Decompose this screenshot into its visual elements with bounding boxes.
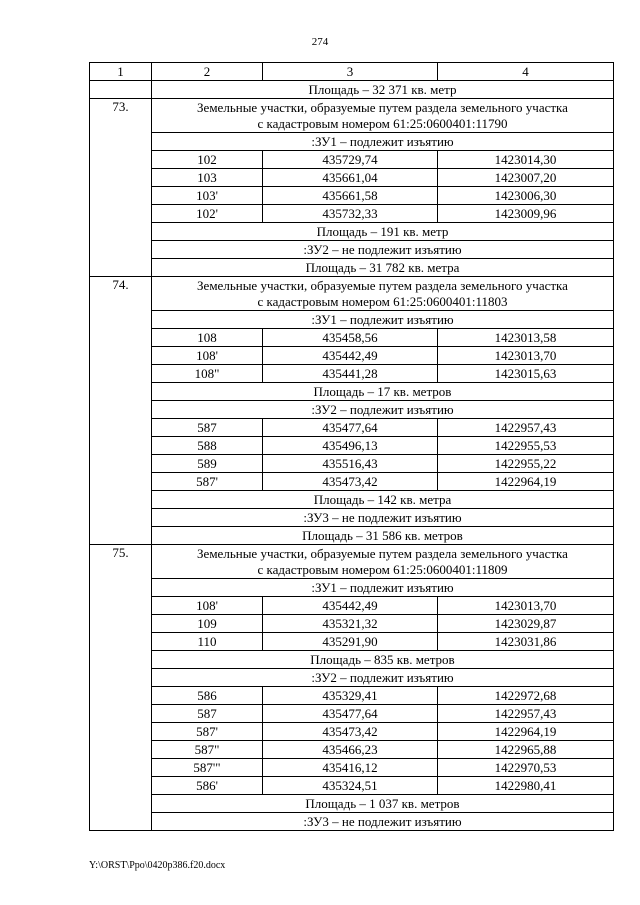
section-number: 73. [90,99,152,277]
coordinate-row [90,777,614,795]
point-id: 587' [152,723,263,741]
label-row [90,669,614,687]
label-row [90,509,614,527]
row-label: :ЗУ2 – подлежит изъятию [152,401,614,419]
label-row [90,133,614,151]
point-id: 587' [152,473,263,491]
coordinate-row [90,329,614,347]
section-description [152,99,614,133]
description-line: Земельные участки, образуемые путем раздела земельного участка [197,277,568,293]
label-row [90,527,614,545]
label-row [90,813,614,831]
coordinate-row [90,705,614,723]
coordinate-x: 435732,33 [263,205,438,223]
coordinate-x: 435441,28 [263,365,438,383]
page-number: 274 [311,36,329,48]
coordinate-x: 435477,64 [263,419,438,437]
coordinate-y: 1423029,87 [438,615,614,633]
coordinate-y: 1422970,53 [438,759,614,777]
section-description-row [90,277,614,311]
coordinate-x: 435516,43 [263,455,438,473]
coordinate-y: 1423015,63 [438,365,614,383]
coordinate-y: 1422980,41 [438,777,614,795]
header-row [90,63,614,81]
coordinate-y: 1423007,20 [438,169,614,187]
coordinate-y: 1422972,68 [438,687,614,705]
label-row [90,241,614,259]
coordinate-y: 1422955,22 [438,455,614,473]
header-cell: 2 [152,63,263,81]
point-id: 109 [152,615,263,633]
coordinate-y: 1422957,43 [438,419,614,437]
label-row [90,795,614,813]
row-label: :ЗУ3 – не подлежит изъятию [152,509,614,527]
section-number: 74. [90,277,152,545]
coordinate-x: 435473,42 [263,473,438,491]
area-label: Площадь – 32 371 кв. метр [152,81,614,99]
coordinate-row [90,365,614,383]
row-label: :ЗУ1 – подлежит изъятию [152,133,614,151]
coordinate-x: 435416,12 [263,759,438,777]
description-line: Земельные участки, образуемые путем раздела земельного участка [197,99,568,115]
file-path-footer: Y:\ORST\Ppo\0420p386.f20.docx [89,860,226,871]
section-description-row [90,545,614,579]
coordinates-table [89,62,614,831]
description-line: с кадастровым номером 61:25:0600401:11790 [257,115,508,131]
section-description-row [90,99,614,133]
coordinate-x: 435473,42 [263,723,438,741]
coordinate-x: 435729,74 [263,151,438,169]
coordinate-x: 435477,64 [263,705,438,723]
point-id: 586 [152,687,263,705]
row-label: Площадь – 17 кв. метров [152,383,614,401]
coordinate-row [90,187,614,205]
section-number: 75. [90,545,152,831]
coordinate-row [90,347,614,365]
row-label: Площадь – 1 037 кв. метров [152,795,614,813]
row-label: Площадь – 142 кв. метра [152,491,614,509]
coordinate-x: 435458,56 [263,329,438,347]
coordinate-x: 435321,32 [263,615,438,633]
point-id: 587'" [152,759,263,777]
label-row [90,223,614,241]
description-line: Земельные участки, образуемые путем раздела земельного участка [197,545,568,561]
row-label: :ЗУ3 – не подлежит изъятию [152,813,614,831]
row-label: Площадь – 835 кв. метров [152,651,614,669]
label-row [90,383,614,401]
point-id: 108 [152,329,263,347]
coordinate-row [90,455,614,473]
coordinate-y: 1423013,58 [438,329,614,347]
coordinate-y: 1423031,86 [438,633,614,651]
coordinate-x: 435466,23 [263,741,438,759]
point-id: 108" [152,365,263,383]
row-label: :ЗУ1 – подлежит изъятию [152,311,614,329]
coordinate-y: 1422957,43 [438,705,614,723]
coordinate-x: 435442,49 [263,347,438,365]
coordinate-y: 1423013,70 [438,347,614,365]
coordinate-y: 1422965,88 [438,741,614,759]
point-id: 108' [152,347,263,365]
description-line: с кадастровым номером 61:25:0600401:11809 [257,561,508,577]
empty-cell [90,81,152,99]
label-row [90,651,614,669]
point-id: 587 [152,705,263,723]
section-description [152,277,614,311]
label-row [90,311,614,329]
coordinate-x: 435329,41 [263,687,438,705]
coordinate-row [90,741,614,759]
row-label: :ЗУ2 – не подлежит изъятию [152,241,614,259]
row-label: :ЗУ1 – подлежит изъятию [152,579,614,597]
coordinate-row [90,633,614,651]
header-cell: 3 [263,63,438,81]
label-row [90,491,614,509]
row-label: Площадь – 31 782 кв. метра [152,259,614,277]
coordinate-row [90,473,614,491]
label-row [90,259,614,277]
row-label: :ЗУ2 – подлежит изъятию [152,669,614,687]
point-id: 588 [152,437,263,455]
coordinate-y: 1423006,30 [438,187,614,205]
label-row [90,579,614,597]
point-id: 587" [152,741,263,759]
point-id: 102 [152,151,263,169]
point-id: 102' [152,205,263,223]
point-id: 110 [152,633,263,651]
coordinate-y: 1422964,19 [438,723,614,741]
coordinate-y: 1423009,96 [438,205,614,223]
coordinate-row [90,615,614,633]
header-cell: 1 [90,63,152,81]
area-row [90,81,614,99]
label-row [90,401,614,419]
row-label: Площадь – 31 586 кв. метров [152,527,614,545]
coordinate-row [90,169,614,187]
coordinate-x: 435496,13 [263,437,438,455]
point-id: 103 [152,169,263,187]
coordinate-row [90,151,614,169]
coordinate-row [90,205,614,223]
coordinate-y: 1423014,30 [438,151,614,169]
coordinate-row [90,437,614,455]
coordinate-y: 1422955,53 [438,437,614,455]
coordinate-x: 435661,58 [263,187,438,205]
coordinate-row [90,759,614,777]
row-label: Площадь – 191 кв. метр [152,223,614,241]
coordinate-x: 435291,90 [263,633,438,651]
section-description [152,545,614,579]
coordinate-row [90,723,614,741]
coordinate-row [90,687,614,705]
coordinate-y: 1422964,19 [438,473,614,491]
description-line: с кадастровым номером 61:25:0600401:11803 [257,293,508,309]
coordinate-x: 435661,04 [263,169,438,187]
point-id: 103' [152,187,263,205]
coordinate-y: 1423013,70 [438,597,614,615]
point-id: 586' [152,777,263,795]
point-id: 587 [152,419,263,437]
point-id: 108' [152,597,263,615]
point-id: 589 [152,455,263,473]
coordinate-x: 435324,51 [263,777,438,795]
coordinate-x: 435442,49 [263,597,438,615]
coordinate-row [90,419,614,437]
header-cell: 4 [438,63,614,81]
coordinate-row [90,597,614,615]
